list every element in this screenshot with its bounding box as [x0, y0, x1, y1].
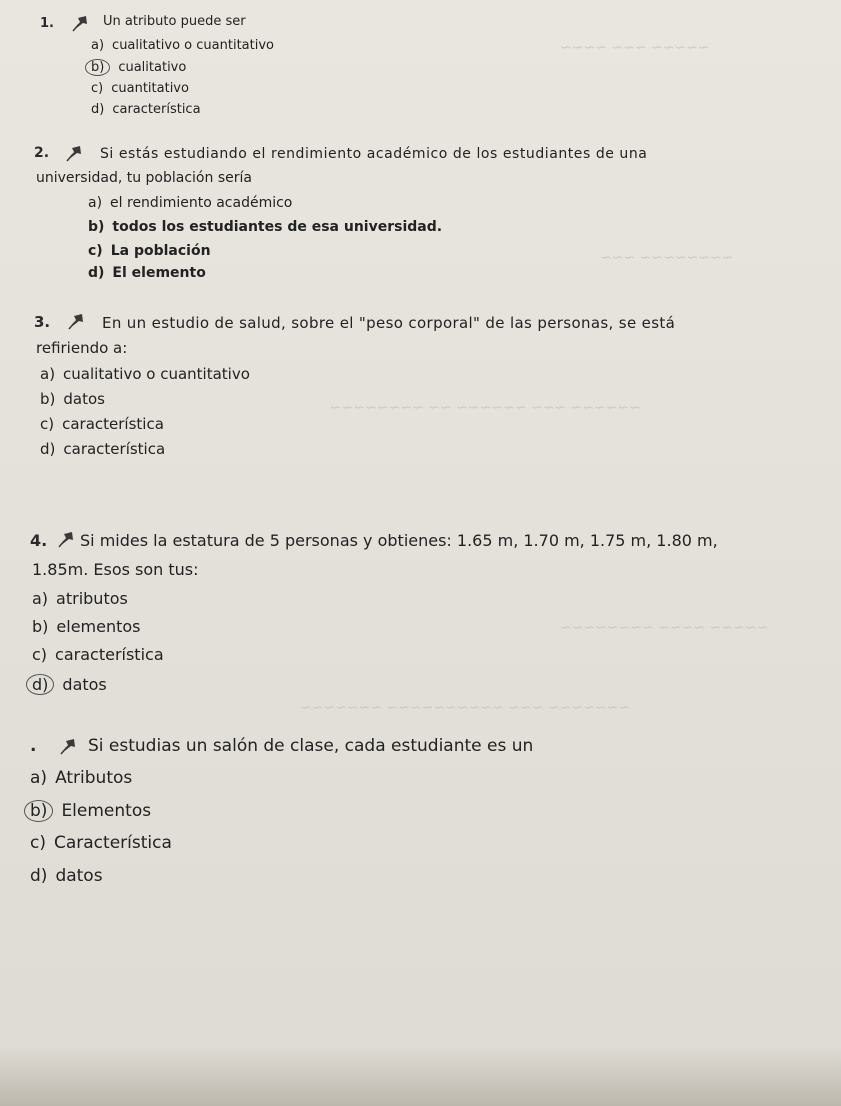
option-letter: d)	[91, 102, 105, 117]
option-letter: c)	[32, 645, 48, 664]
option-letter: a)	[30, 768, 48, 788]
option-letter: d)	[30, 866, 48, 886]
option-d[interactable]	[91, 102, 201, 117]
option-c[interactable]	[32, 645, 164, 664]
option-letter: b)	[24, 800, 53, 822]
question-number: 2.	[34, 145, 50, 161]
question-number: 4.	[30, 531, 48, 550]
bleed-through: ~~~~~ ~~~~ ~~~~~~~~	[560, 620, 769, 636]
pin-icon	[56, 528, 78, 550]
option-text: cualitativo	[118, 60, 187, 75]
option-d[interactable]	[32, 674, 107, 695]
option-text: datos	[55, 866, 103, 886]
option-text: El elemento	[112, 265, 206, 281]
option-b[interactable]	[40, 390, 105, 408]
option-a[interactable]	[40, 365, 250, 383]
option-text: cualitativo o cuantitativo	[112, 38, 274, 53]
option-text: datos	[62, 675, 107, 694]
option-d[interactable]	[88, 265, 206, 281]
bleed-through: ~~~~~~~ ~~~ ~~~~~~~~~~ ~~~~~~~	[300, 700, 631, 716]
option-text: característica	[63, 440, 166, 458]
option-a[interactable]	[32, 589, 128, 608]
question-text-line1: En un estudio de salud, sobre el "peso corporal" de las personas, se está	[102, 314, 676, 332]
bleed-through: ~~~~~ ~~~ ~~~~	[560, 40, 710, 56]
option-c[interactable]	[40, 415, 164, 433]
option-c[interactable]	[88, 243, 211, 259]
option-c[interactable]	[91, 81, 189, 96]
question-text-line1: Si estás estudiando el rendimiento académico de los estudiantes de una	[100, 146, 648, 162]
question-text-line2: 1.85m. Esos son tus:	[32, 560, 199, 579]
question-text-line2: refiriendo a:	[36, 339, 128, 357]
option-letter: c)	[91, 81, 104, 96]
option-a[interactable]	[30, 768, 132, 788]
option-letter: a)	[91, 38, 105, 53]
option-text: cualitativo o cuantitativo	[63, 365, 250, 383]
option-b[interactable]	[88, 219, 442, 235]
question-number: .	[30, 736, 37, 756]
option-text: el rendimiento académico	[110, 195, 293, 211]
option-letter: d)	[40, 440, 56, 458]
question-text: Si estudias un salón de clase, cada estudiante es un	[88, 736, 534, 756]
option-letter: b)	[40, 390, 56, 408]
option-text: característica	[62, 415, 164, 433]
option-text: característica	[112, 102, 201, 117]
option-letter: a)	[40, 365, 56, 383]
option-text: característica	[55, 645, 164, 664]
option-a[interactable]	[91, 38, 274, 53]
question-text-line2: universidad, tu población sería	[36, 170, 252, 186]
page-shadow	[0, 1046, 841, 1106]
option-letter: c)	[40, 415, 55, 433]
option-letter: a)	[32, 589, 49, 608]
option-text: datos	[63, 390, 105, 408]
pin-icon	[70, 12, 92, 34]
option-letter: b)	[85, 59, 110, 76]
question-text: Un atributo puede ser	[103, 14, 246, 29]
option-text: Elementos	[61, 801, 152, 821]
option-text: atributos	[56, 589, 128, 608]
pin-icon	[64, 142, 86, 164]
question-number: 1.	[40, 16, 54, 31]
option-text: Atributos	[55, 768, 133, 788]
bleed-through: ~~~~~~ ~~~ ~~~~~~ ~~ ~~~~~~~~	[330, 400, 642, 416]
option-letter: d)	[88, 265, 105, 281]
option-letter: d)	[26, 674, 54, 695]
pin-icon	[58, 735, 80, 757]
option-letter: b)	[88, 219, 105, 235]
option-text: Característica	[53, 833, 172, 853]
question-number: 3.	[34, 313, 51, 331]
option-b[interactable]	[91, 59, 186, 76]
option-text: todos los estudiantes de esa universidad.	[112, 219, 443, 235]
option-text: La población	[110, 243, 211, 259]
option-text: cuantitativo	[111, 81, 189, 96]
option-a[interactable]	[88, 195, 292, 211]
question-text-line1: Si mides la estatura de 5 personas y obtienes: 1.65 m, 1.70 m, 1.75 m, 1.80 m,	[80, 531, 718, 550]
option-letter: c)	[88, 243, 103, 259]
option-letter: c)	[30, 833, 46, 853]
option-d[interactable]	[30, 866, 103, 886]
option-letter: b)	[32, 617, 49, 636]
pin-icon	[66, 310, 88, 332]
option-b[interactable]	[32, 617, 141, 636]
option-c[interactable]	[30, 833, 172, 853]
bleed-through: ~~~~~~~~ ~~~	[600, 250, 734, 266]
option-b[interactable]	[30, 800, 151, 822]
option-letter: a)	[88, 195, 103, 211]
option-text: elementos	[56, 617, 141, 636]
option-d[interactable]	[40, 440, 165, 458]
